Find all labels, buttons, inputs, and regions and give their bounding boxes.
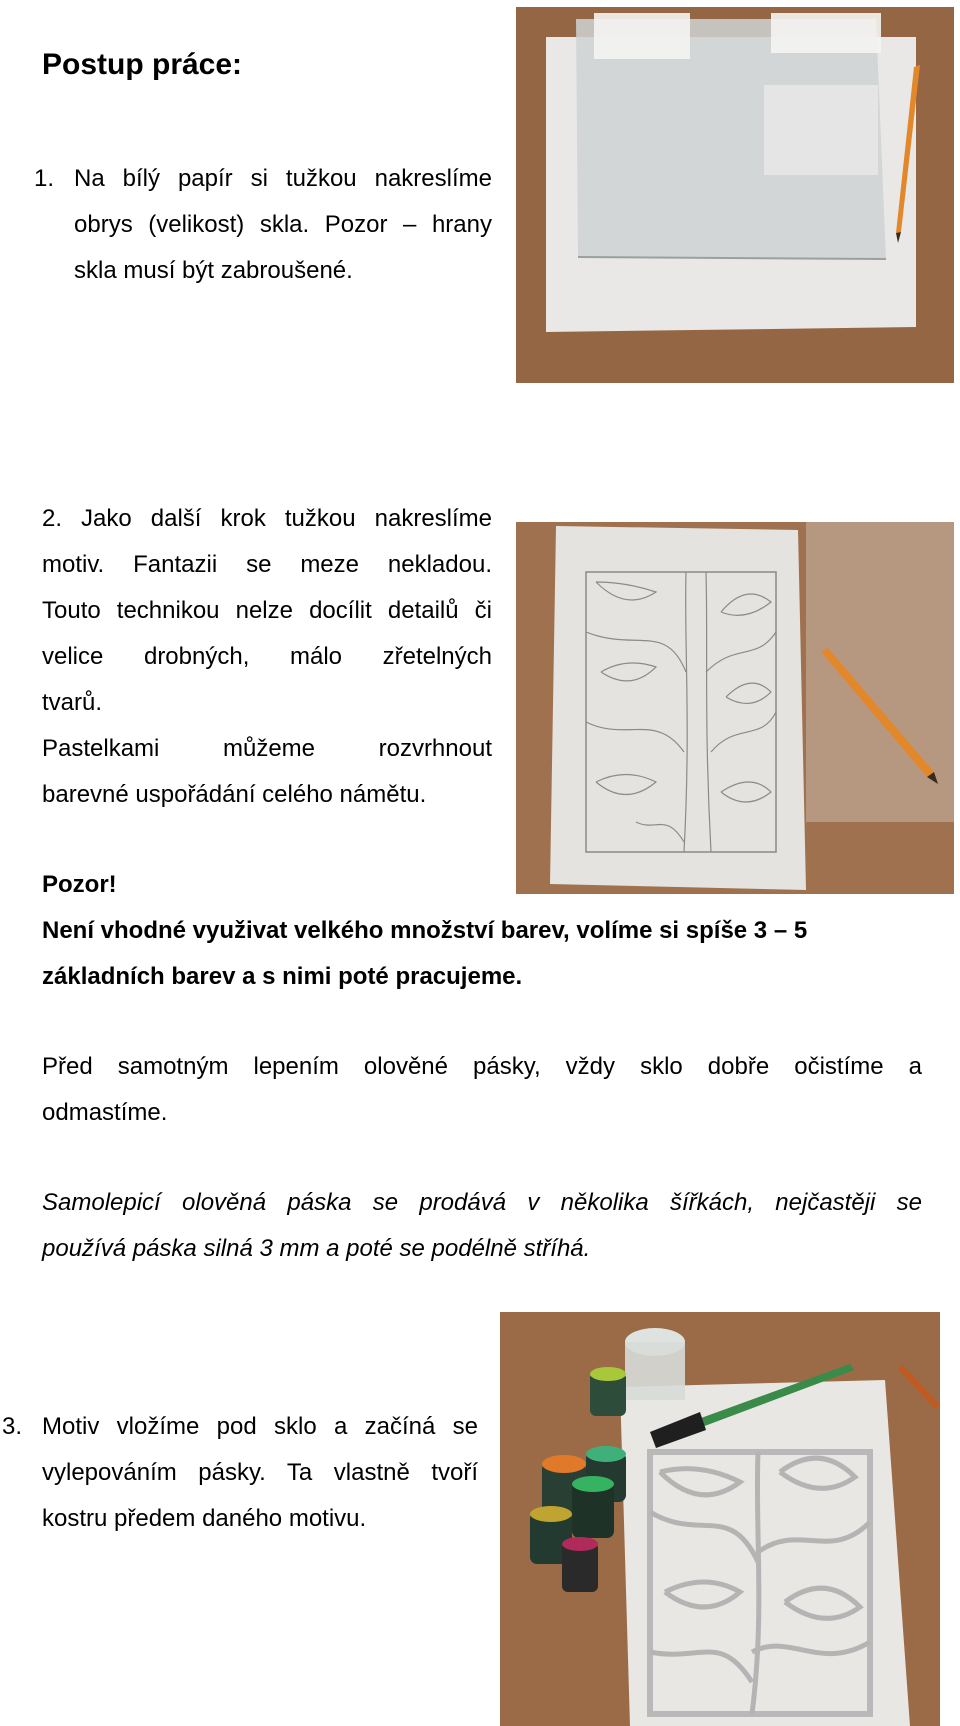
photo-paper-and-glass [516, 7, 954, 383]
step3-number: 3. [2, 1413, 23, 1440]
page-heading: Postup práce: [42, 48, 243, 81]
step3-line-3: kostru předem daného motivu. [42, 1505, 367, 1532]
tape-note-line-1: Samolepicí olověná páska se prodává v několika šířkách, nejčastěji se [42, 1189, 922, 1216]
warning-line-2: základních barev a s nimi poté pracujeme. [42, 963, 523, 990]
warning-line-1: Není vhodné využivat velkého množství barev, volíme si spíše 3 – 5 [42, 917, 808, 944]
step3-line-2: vylepováním pásky. Ta vlastně tvoří [42, 1459, 478, 1486]
step2-line-2: motiv. Fantazii se meze nekladou. [42, 551, 492, 578]
cleaning-line-2: odmastíme. [42, 1099, 168, 1126]
step2-line-1: 2. Jako další krok tužkou nakreslíme [42, 505, 492, 532]
step1-line-1: Na bílý papír si tužkou nakreslíme [74, 165, 492, 192]
step1-line-2: obrys (velikost) skla. Pozor – hrany [74, 211, 492, 238]
step2-line-4: velice drobných, málo zřetelných [42, 643, 492, 670]
step2-extra-line-1: Pastelkami můžeme rozvrhnout [42, 735, 492, 762]
step2-line-3: Touto technikou nelze docílit detailů či [42, 597, 492, 624]
photo-lead-tape-motif [500, 1312, 940, 1726]
cleaning-line-1: Před samotným lepením olověné pásky, vždy sklo dobře očistíme a [42, 1053, 922, 1080]
step3-line-1: Motiv vložíme pod sklo a začíná se [42, 1413, 478, 1440]
warning-title: Pozor! [42, 871, 117, 898]
tape-note-line-2: používá páska silná 3 mm a poté se podélně stříhá. [42, 1235, 591, 1262]
step1-line-3: skla musí být zabroušené. [74, 257, 353, 284]
step2-extra-line-2: barevné uspořádání celého námětu. [42, 781, 427, 808]
step1-number: 1. [34, 165, 55, 192]
photo-pencil-sketch [516, 522, 954, 894]
step2-line-5: tvarů. [42, 689, 103, 716]
